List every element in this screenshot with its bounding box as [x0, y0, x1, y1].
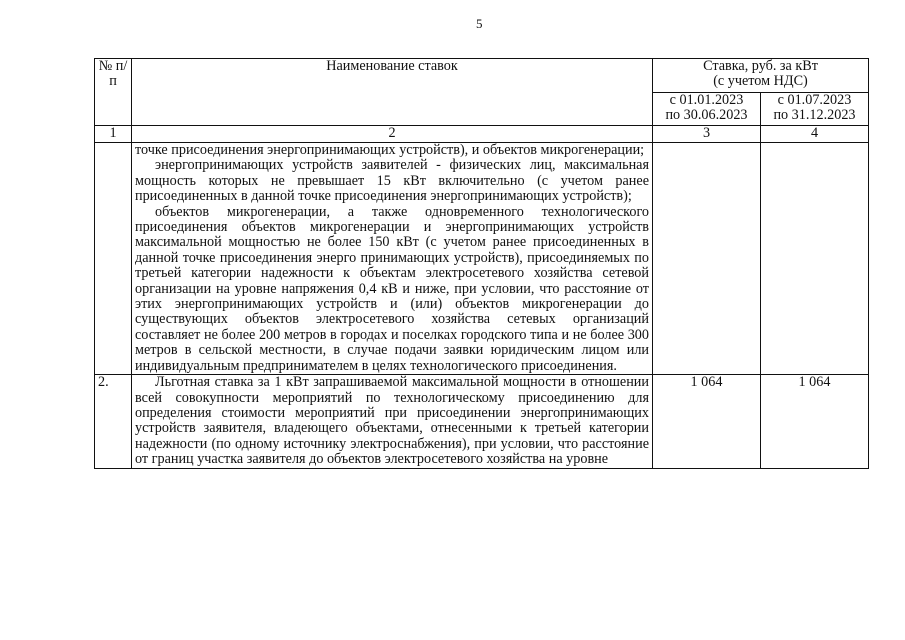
header-rate-line2: (с учетом НДС) [713, 73, 808, 90]
row-number [95, 143, 132, 375]
header-rate-line1: Ставка, руб. за кВт [703, 58, 818, 74]
column-index: 2 [132, 126, 653, 143]
column-index-row [95, 126, 869, 143]
column-index: 3 [653, 126, 761, 143]
header-number: № п/п [95, 59, 132, 126]
rate-value-period-1: 1 064 [653, 375, 761, 468]
description-paragraph: энергопринимающих устройств заявителей - физических лиц, максимальная мощность которых не превышает 15 кВт включительно (с учетом ранее присоединенных в данной точке присоединения энергопринимающих устройств); [135, 157, 649, 205]
header-row [95, 59, 869, 93]
period-1-start: с 01.01.2023 [669, 92, 744, 108]
description-paragraph: точке присоединения энергопринимающих устройств), и объектов микрогенерации; [135, 142, 645, 158]
period-2-end: по 31.12.2023 [773, 107, 856, 124]
header-name: Наименование ставок [132, 59, 653, 126]
rate-value-period-2: 1 064 [761, 375, 869, 468]
rates-table [94, 58, 869, 469]
column-index: 1 [95, 126, 132, 143]
row-description [132, 143, 653, 375]
rate-value-period-2 [761, 143, 869, 375]
header-period-2 [761, 93, 869, 126]
period-2-start: с 01.07.2023 [777, 92, 852, 108]
description-paragraph: Льготная ставка за 1 кВт запрашиваемой максимальной мощности в отношении всей совокупности мероприятий по технологическому присоединению для определения стоимости мероприятий при присоединении энергопринимающих устройств заявителя, владеющего объектами, отнесенными к третьей категории надежности (по одному источнику электроснабжения), при условии, что расстояние от границ участка заявителя до объектов электросетевого хозяйства на уровне [135, 374, 649, 468]
header-rate [653, 59, 869, 93]
period-1-end: по 30.06.2023 [665, 107, 748, 124]
row-number: 2. [95, 375, 132, 468]
page-number: 5 [476, 16, 483, 31]
header-period-1 [653, 93, 761, 126]
rate-value-period-1 [653, 143, 761, 375]
table-row [95, 375, 869, 468]
row-description [132, 375, 653, 468]
description-paragraph: объектов микрогенерации, а также одновременного технологического присоединения объектов микрогенерации и энергопринимающих устройств максимальной мощностью не более 150 кВт (с учетом ранее присоединенных в данной точке присоединения энерго принимающих устройств), присоединяемых по третьей категории надежности к объектам электросетевого хозяйства сетевой организации на уровне напряжения 0,4 кВ и ниже, при условии, что расстояние от этих энергопринимающих устройств и (или) объектов микрогенерации до существующих объектов электросетевого хозяйства сетевых организаций составляет не более 200 метров в городах и поселках городского типа и не более 300 метров в сельской местности, в случае подачи заявки юридическим лицом или индивидуальным предпринимателем в целях технологического присоединения. [135, 203, 649, 374]
column-index: 4 [761, 126, 869, 143]
table-row [95, 143, 869, 375]
